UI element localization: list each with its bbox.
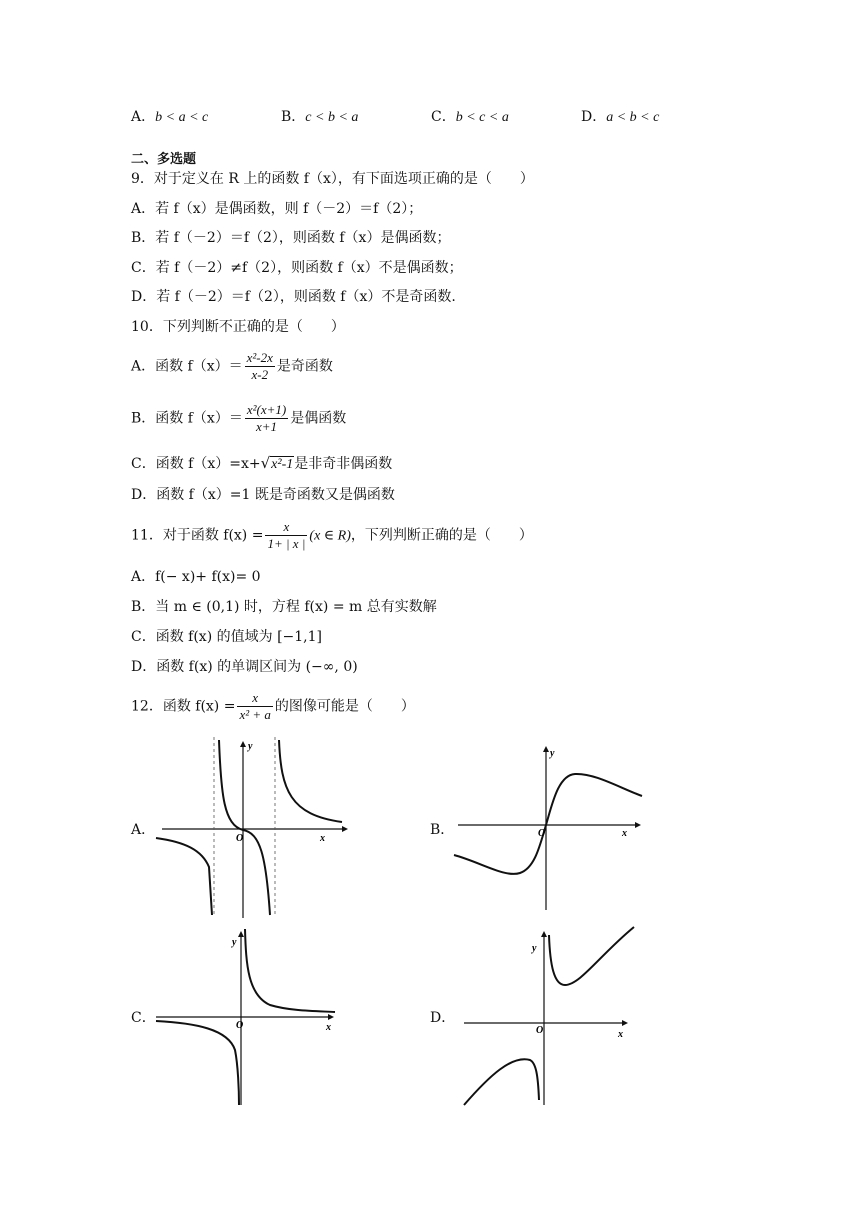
graph-d <box>450 925 645 1110</box>
q10-option-d: D．函数 f（x）=1 既是奇函数又是偶函数 <box>131 487 395 503</box>
q11-option-a: A．f(− x)+ f(x)= 0 <box>131 569 261 585</box>
graph-b <box>450 740 645 915</box>
q10-option-c: C．函数 f（x）=x+√x²-1是非奇非偶函数 <box>131 454 393 472</box>
q10-a-fraction: $\frac{\text{x²-2x}}{x-2}$ <box>246 350 273 382</box>
q8-option-a-expr: b < a < c <box>155 110 209 125</box>
q9-option-a: A．若 f（x）是偶函数，则 f（－2）＝f（2）； <box>131 201 423 217</box>
graph-a-label: A． <box>131 822 156 838</box>
q10-option-a: A．函数 f（x）＝ $\frac{\text{x²-2x}}{x-2}$ 是奇函数 <box>131 350 333 382</box>
q8-option-b: B．c < b < a <box>281 109 359 125</box>
q8-option-d-expr: a < b < c <box>606 110 660 125</box>
graph-c <box>150 925 345 1110</box>
q10-stem: 10．下列判断不正确的是（ ） <box>131 319 345 335</box>
graph-a-x-label: x <box>320 833 325 844</box>
graph-c-origin-label: O <box>236 1020 244 1031</box>
q12-stem: 12．函数 f(x) = $\frac{x}{\text{x² + a}}$ 的图像可能是（ ） <box>131 690 415 722</box>
graph-a-y-label: y <box>248 741 253 752</box>
q11-option-c: C．函数 f(x) 的值域为 [−1,1] <box>131 629 322 645</box>
graph-d-y-label: y <box>532 943 537 954</box>
graph-d-x-label: x <box>618 1029 623 1040</box>
graph-d-origin-label: O <box>536 1025 544 1036</box>
graph-a-origin-label: O <box>236 833 244 844</box>
q9-option-b: B．若 f（－2）＝f（2），则函数 f（x）是偶函数； <box>131 230 451 246</box>
q8-option-a: A．b < a < c <box>131 109 209 125</box>
q11-option-d: D．函数 f(x) 的单调区间为 (−∞, 0) <box>131 659 358 675</box>
graph-b-x-label: x <box>622 828 627 839</box>
q11-stem: 11．对于函数 f(x) = $\frac{x}{1+ | x |}$ (x ∈ R)，下列判断正确的是（ ） <box>131 519 533 551</box>
q12-fraction: $\frac{x}{\text{x² + a}}$ <box>239 690 271 722</box>
q8-option-c: C．b < c < a <box>431 109 509 125</box>
q8-option-c-expr: b < c < a <box>455 110 509 125</box>
q10-b-fraction: $\frac{\text{x²(x+1)}}{x+1}$ <box>246 402 287 434</box>
section-heading-multiple-choice: 二、多选题 <box>131 152 197 167</box>
graph-c-x-label: x <box>326 1022 331 1033</box>
q11-option-b: B．当 m ∈ (0,1) 时，方程 f(x) = m 总有实数解 <box>131 599 437 615</box>
q10-option-b: B．函数 f（x）＝ $\frac{\text{x²(x+1)}}{x+1}$ 是偶函数 <box>131 402 347 434</box>
graph-b-origin-label: O <box>538 828 546 839</box>
q9-option-c: C．若 f（－2）≠f（2），则函数 f（x）不是偶函数； <box>131 260 463 276</box>
q8-option-d: D．a < b < c <box>581 109 660 125</box>
graph-c-y-label: y <box>232 937 237 948</box>
graph-d-label: D． <box>430 1010 456 1026</box>
q9-stem: 9．对于定义在 R 上的函数 f（x），有下面选项正确的是（ ） <box>131 171 534 187</box>
graph-b-y-label: y <box>550 748 555 759</box>
q11-fraction: $\frac{x}{1+ | x |}$ <box>267 519 306 551</box>
graph-a <box>150 735 350 920</box>
graph-c-label: C． <box>131 1010 156 1026</box>
q10-c-radicand: x²-1 <box>271 457 294 472</box>
q9-option-d: D．若 f（－2）＝f（2），则函数 f（x）不是奇函数. <box>131 289 456 305</box>
q8-option-b-expr: c < b < a <box>305 110 359 125</box>
graph-b-label: B． <box>430 822 455 838</box>
